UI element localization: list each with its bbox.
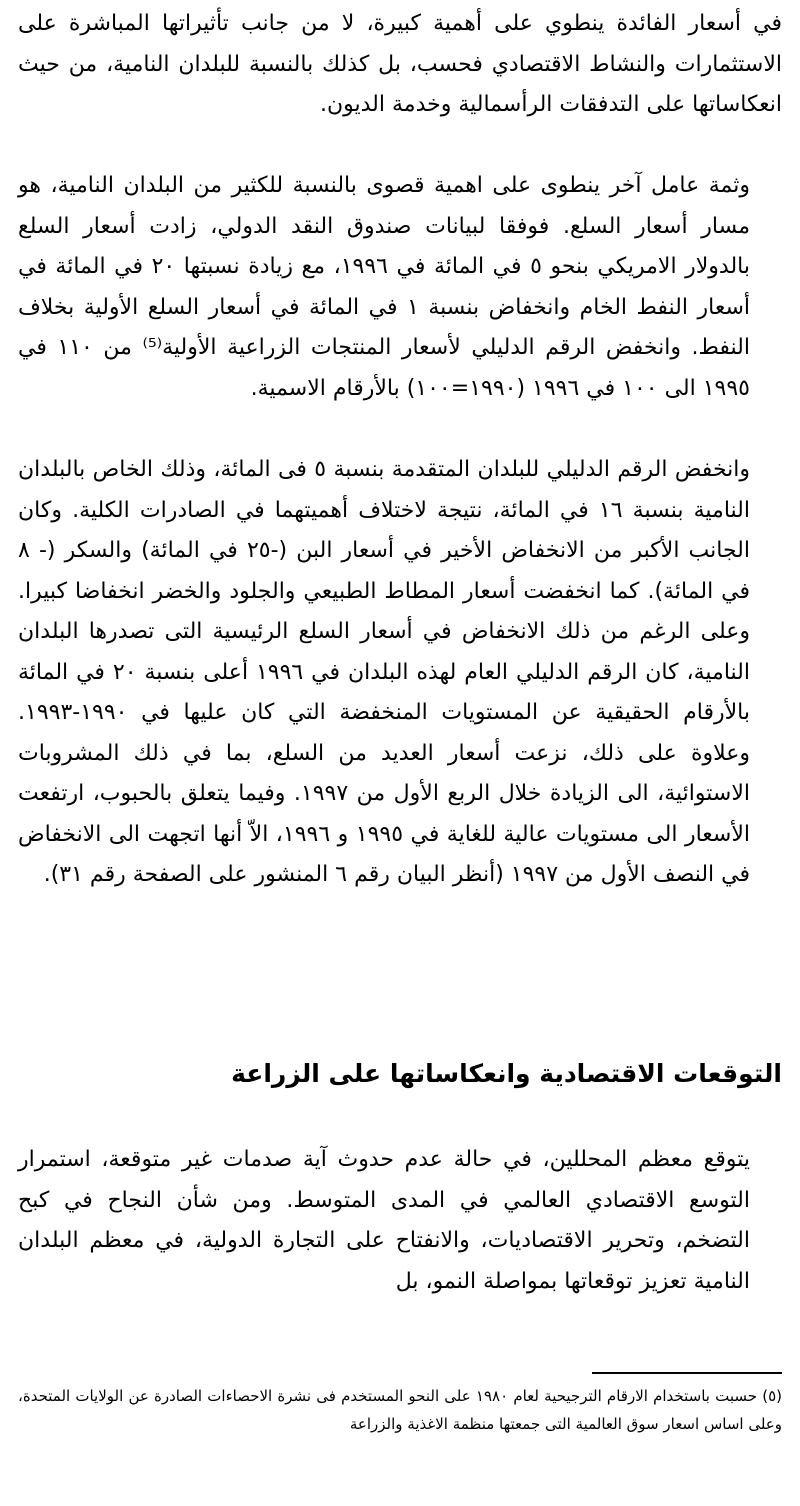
body-paragraph-2: وثمة عامل آخر ينطوى على اهمية قصوى بالنسبة للكثير من البلدان النامية، هو مسار أسعار السلع. فوفقا لبيانات صندوق النقد الدولي، زادت أسعار السلع بالدولار الامريكي بنحو ٥ في المائة في ١٩٩٦، مع زيادة نسبتها ٢٠ في المائة في أسعار النفط الخام وانخفاض بنسبة ١ في المائة في أسعار السلع الأولية بخلاف النفط. وانخفض الرقم الدليلي لأسعار المنتجات الزراعية الأولية⁽⁵⁾ من ١١٠ في ١٩٩٥ الى ١٠٠ في ١٩٩٦ (١٩٩٠=١٠٠) بالأرقام الاسمية. bbox=[18, 173, 751, 401]
section-paragraph: يتوقع معظم المحللين، في حالة عدم حدوث آية صدمات غير متوقعة، استمرار التوسع الاقتصادي العالمي في المدى المتوسط. ومن شأن النجاح في كبح التضخم، وتحرير الاقتصاديات، والانفتاح على التجارة الدولية، في معظم البلدان النامية تعزيز توقعاتها بمواصلة النمو، بل bbox=[18, 1147, 750, 1294]
footnote-divider bbox=[592, 1372, 782, 1374]
section-heading: التوقعات الاقتصادية وانعكاساتها على الزراعة bbox=[231, 1059, 782, 1088]
document-page bbox=[18, 0, 782, 1506]
footnote: (٥) حسبت باستخدام الارقام الترجيحية لعام ١٩٨٠ على النحو المستخدم فى نشرة الاحصاءات الصادرة عن الولايات المتحدة، وعلى اساس اسعار سوق العالمية التى جمعتها منظمة الاغذية والزراعة bbox=[18, 1387, 782, 1433]
body-paragraph-3: وانخفض الرقم الدليلي للبلدان المتقدمة بنسبة ٥ فى المائة، وذلك الخاص بالبلدان النامية بنسبة ١٦ في المائة، نتيجة لاختلاف أهميتهما في الصادرات الكلية. وكان الجانب الأكبر من الانخفاض الأخير في أسعار البن (-٢٥ في المائة) والسكر (- ٨ في المائة). كما انخفضت أسعار المطاط الطبيعي والجلود والخضر انخفاضا كبيرا. وعلى الرغم من ذلك الانخفاض في أسعار السلع الرئيسية التى تصدرها البلدان النامية، كان الرقم الدليلي العام لهذه البلدان في ١٩٩٦ أعلى بنسبة ٢٠ في المائة بالأرقام الحقيقية عن المستويات المنخفضة التي كان عليها في ١٩٩٠-١٩٩٣. وعلاوة على ذلك، نزعت أسعار العديد من السلع، بما في ذلك المشروبات الاستوائية، الى الزيادة خلال الربع الأول من ١٩٩٧. وفيما يتعلق بالحبوب، ارتفعت الأسعار الى مستويات عالية للغاية في ١٩٩٥ و ١٩٩٦، الاّ أنها اتجهت الى الانخفاض في النصف الأول من ١٩٩٧ (أنظر البيان رقم ٦ المنشور على الصفحة رقم ٣١). bbox=[18, 457, 751, 887]
body-paragraph-1: في أسعار الفائدة ينطوي على أهمية كبيرة، لا من جانب تأثيراتها المباشرة على الاستثمارات والنشاط الاقتصادي فحسب، بل كذلك بالنسبة للبلدان النامية، من حيث انعكاساتها على التدفقات الرأسمالية وخدمة الديون. bbox=[18, 11, 782, 117]
